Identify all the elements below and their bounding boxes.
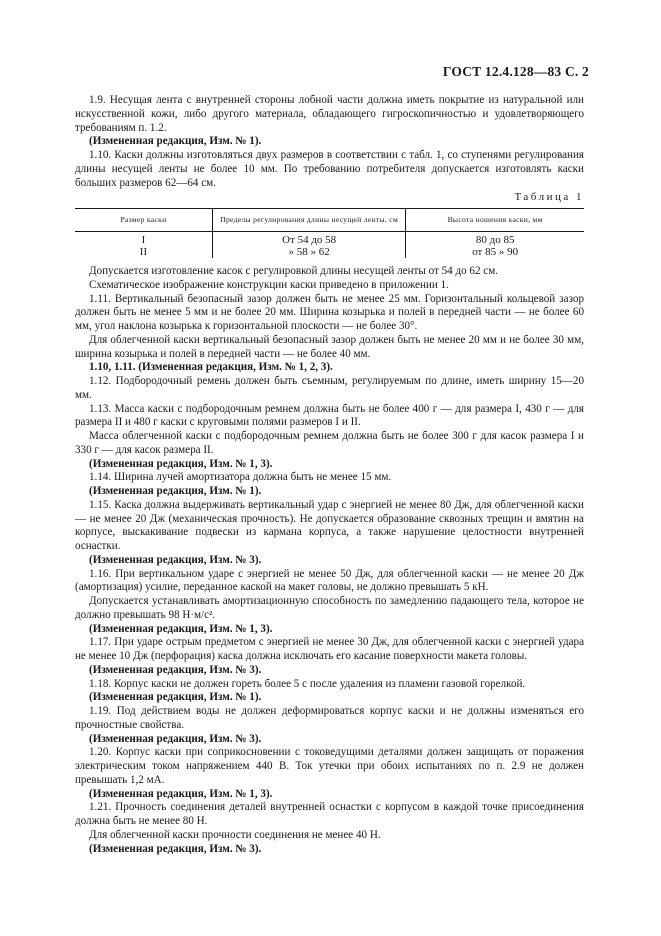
paragraph: 1.20. Корпус каски при соприкосновении с токоведущими деталями должен защищать от поражения электрическим током напряжением 440 В. Ток утечки при обоих испытаниях по п. 2.9 не должен превышать 1,2 мА. bbox=[75, 746, 584, 786]
amendment-note: (Измененная редакция, Изм. № 3). bbox=[89, 842, 262, 855]
table-header-range: Пределы регулирования длины несущей ленты, см bbox=[212, 209, 405, 232]
paragraph: 1.16. При вертикальном ударе с энергией не менее 50 Дж, для облегченной каски — не менее 20 Дж (амортизация) усилие, переданное каской на макет головы, не должно превышать 5 кН. bbox=[75, 567, 584, 594]
paragraphs-top bbox=[75, 94, 584, 190]
paragraphs-bottom bbox=[75, 265, 584, 856]
amendment-note: 1.10, 1.11. (Измененная редакция, Изм. № 1, 2, 3). bbox=[89, 361, 333, 374]
paragraph: 1.12. Подбородочный ремень должен быть съемным, регулируемым по длине, иметь ширину 15—20 мм. bbox=[75, 375, 584, 401]
amendment-note: (Измененная редакция, Изм. № 3). bbox=[89, 663, 262, 676]
table-title: Таблица 1 bbox=[514, 191, 584, 204]
height-value: 80 до 85 bbox=[475, 234, 515, 246]
amendment-note: (Измененная редакция, Изм. № 1). bbox=[89, 691, 262, 704]
paragraph: 1.15. Каска должна выдерживать вертикальный удар с энергией не менее 80 Дж, для облегченной каски — не менее 20 Дж (механическая прочность). Не допускается образование сквозных трещин и вмятин на корпусе, выскакивание подвески из кармана корпуса, а также нарушение целостности внутренней оснастки. bbox=[75, 498, 584, 552]
height-value: от 85 » 90 bbox=[472, 246, 519, 258]
paragraph: Масса облегченной каски с подбородочным ремнем должна быть не более 300 г для касок размера I и 330 г — для касок размера II. bbox=[75, 430, 584, 456]
table-cell-height bbox=[406, 232, 584, 259]
paragraph: 1.13. Масса каски с подбородочным ремнем должна быть не более 400 г — для размера I, 430 г — для размера II и 480 г каски с круговыми полями размеров I и II. bbox=[75, 402, 584, 429]
amendment-note: (Измененная редакция, Изм. № 1, 3). bbox=[89, 622, 273, 635]
table-row bbox=[75, 232, 584, 259]
table-header-row bbox=[75, 209, 584, 232]
paragraph: Допускается изготовление касок с регулировкой длины несущей ленты от 54 до 62 см. bbox=[89, 265, 499, 277]
paragraph: 1.11. Вертикальный безопасный зазор должен быть не менее 25 мм. Горизонтальный кольцевой зазор должен быть не менее 5 мм и не более 20 мм. Ширина козырька и полей в передней части — не более 60 мм, угол наклона козырька к горизонтальной плоскости — не более 30°. bbox=[75, 292, 584, 332]
amendment-note: (Измененная редакция, Изм. № 1, 3). bbox=[89, 457, 273, 470]
paragraph: 1.9. Несущая лента с внутренней стороны лобной части должна иметь покрытие из натуральной или искусственной кожи, либо другого материала, обладающего гигроскопичностью и удовлетворяющего требованиям п. 1.2. bbox=[75, 94, 584, 134]
document-body bbox=[75, 94, 584, 856]
page-header: ГОСТ 12.4.128—83 С. 2 bbox=[442, 64, 589, 79]
paragraph: 1.17. При ударе острым предметом с энергией не менее 30 Дж, для облегченной каски с энергией удара не менее 10 Дж (перфорация) каска должна исключать его касание поверхности макета головы. bbox=[75, 636, 584, 662]
paragraph: 1.10. Каски должны изготовляться двух размеров в соответствии с табл. 1, со ступенями регулирования длины несущей ленты не более 10 мм. По требованию потребителя допускается изготовлять каски больших размеров 62—64 см. bbox=[75, 149, 584, 189]
size-table bbox=[75, 208, 584, 258]
paragraph: Для облегченной каски прочности соединения не менее 40 Н. bbox=[89, 828, 381, 841]
amendment-note: (Измененная редакция, Изм. № 1). bbox=[89, 135, 262, 148]
amendment-note: (Измененная редакция, Изм. № 1). bbox=[89, 485, 262, 497]
size-value: II bbox=[139, 246, 148, 258]
table-cell-size bbox=[75, 232, 212, 259]
paragraph: 1.19. Под действием воды не должен деформироваться корпус каски и не должны изменяться его прочностные свойства. bbox=[75, 705, 584, 731]
paragraph: Допускается устанавливать амортизационную способность по замедлению падающего тела, которое не должно превышать 98 Н·м/с². bbox=[75, 595, 584, 621]
paragraph: 1.18. Корпус каски не должен гореть более 5 с после удаления из пламени газовой горелкой. bbox=[89, 677, 526, 690]
amendment-note: (Измененная редакция, Изм. № 3). bbox=[89, 732, 262, 745]
table-header-height: Высота ношения каски, мм bbox=[406, 209, 584, 232]
table-header-size: Размер каски bbox=[75, 209, 212, 232]
table-cell-range bbox=[212, 232, 405, 259]
size-value: I bbox=[141, 234, 146, 246]
paragraph: Схематическое изображение конструкции каски приведено в приложении 1. bbox=[89, 278, 449, 291]
paragraph: Для облегченной каски вертикальный безопасный зазор должен быть не менее 20 мм и не более 30 мм, ширина козырька и полей в передней части — не более 40 мм. bbox=[75, 333, 584, 360]
paragraph: 1.14. Ширина лучей амортизатора должна быть не менее 15 мм. bbox=[89, 471, 392, 484]
paragraph: 1.21. Прочность соединения деталей внутренней оснастки с корпусом в каждой точке присоединения должна быть не менее 80 Н. bbox=[75, 801, 584, 827]
amendment-note: (Измененная редакция, Изм. № 3). bbox=[89, 553, 262, 566]
range-value: От 54 до 58 bbox=[282, 234, 337, 246]
amendment-note: (Измененная редакция, Изм. № 1, 3). bbox=[89, 787, 273, 800]
range-value: » 58 » 62 bbox=[288, 246, 330, 258]
